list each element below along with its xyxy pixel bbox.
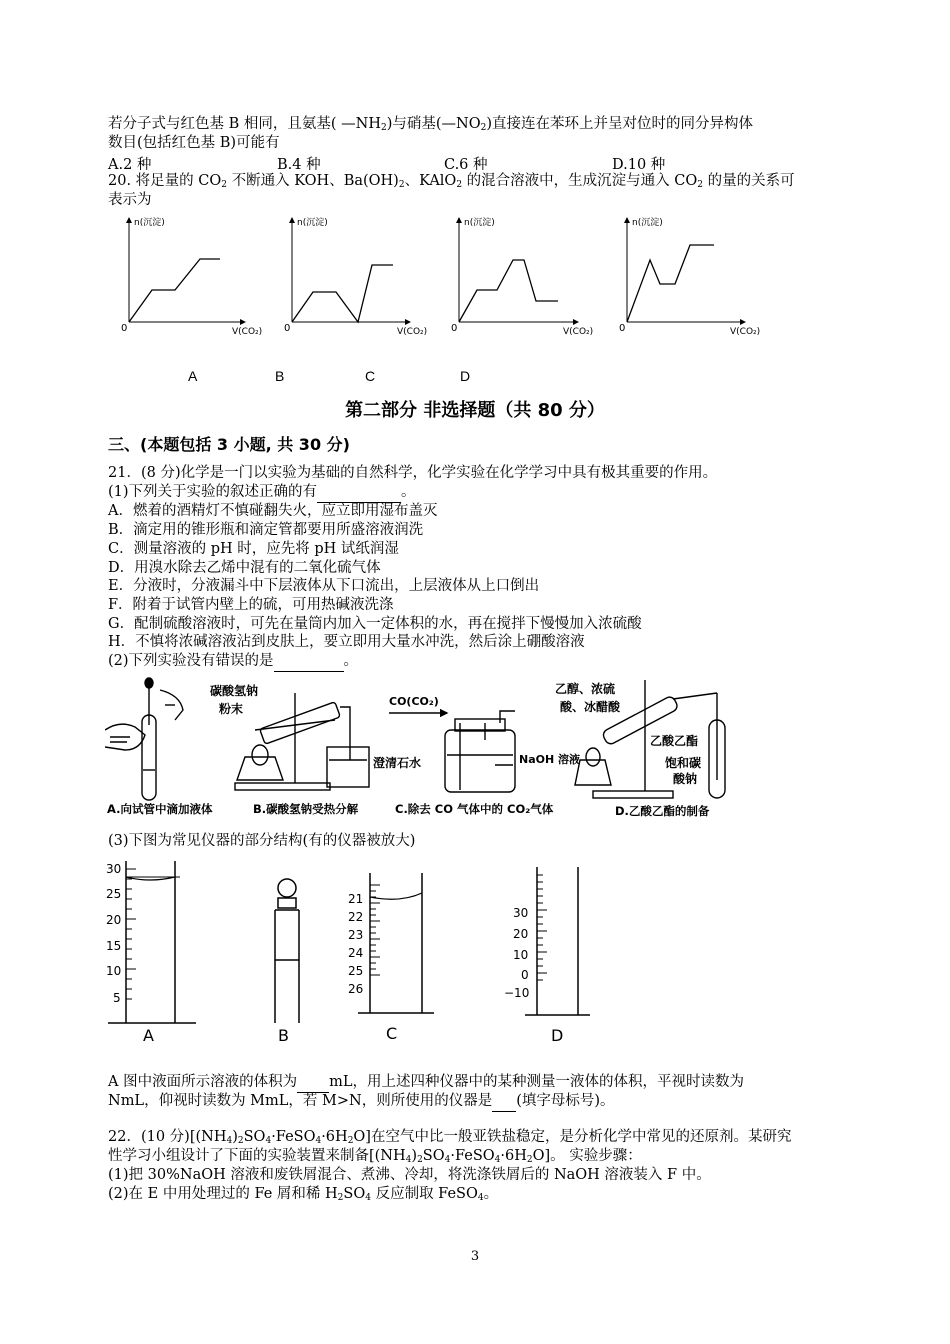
graph-b-xlabel: V(CO₂) xyxy=(397,327,428,337)
q21-item-f: F．附着于试管内壁上的硫，可用热碱液洗涤 xyxy=(108,597,394,613)
q21-item-h: H．不慎将浓碱溶液沾到皮肤上，要立即用大量水冲洗，然后涂上硼酸溶液 xyxy=(108,634,585,650)
apparatus-b-label2: 粉末 xyxy=(219,702,244,716)
q20-line1: 20. 将足量的 $CO_2$ 不断通入 KOH、$Ba(OH)_2$、KAlO$_2$ 的混合溶液中，生成沉淀与通入 $CO_2$ 的量的关系可 xyxy=(108,173,795,190)
apparatus-b xyxy=(235,693,369,790)
graph-d-ylabel: n(沉淀) xyxy=(632,218,663,228)
graph-c-ylabel: n(沉淀) xyxy=(464,218,495,228)
apparatus-c xyxy=(389,711,515,792)
q21-sub2: (2)下列实验没有错误的是 。 xyxy=(108,652,358,672)
page-number: 3 xyxy=(470,1249,480,1264)
q22-line4: (2)在 E 中用处理过的 Fe 屑和稀 $H_2SO_4$ 反应制取 FeSO$_4$。 xyxy=(108,1186,499,1203)
instrument-d xyxy=(525,867,590,1015)
graph-label-b: B xyxy=(275,368,285,384)
part2-title: 第二部分 非选择题（共 80 分） xyxy=(345,400,605,421)
instrument-a-ticks xyxy=(126,869,136,999)
instrument-c-tick-21: 21 xyxy=(348,892,364,906)
q21-item-b: B．滴定用的锥形瓶和滴定管都要用所盛溶液润洗 xyxy=(108,522,424,538)
graph-a-ylabel: n(沉淀) xyxy=(134,218,165,228)
instrument-a-tick-5: 5 xyxy=(113,991,121,1005)
q21-intro: 21．(8 分)化学是一门以实验为基础的自然科学，化学实验在化学学习中具有极其重要的作用。 xyxy=(108,465,718,481)
instrument-d-ticks xyxy=(537,875,547,980)
answer-blank[interactable] xyxy=(274,652,344,672)
apparatus-b-label3: 澄清石水 xyxy=(373,756,422,770)
apparatus-b-label1: 碳酸氢钠 xyxy=(210,684,259,698)
graph-label-d: D xyxy=(460,368,471,384)
graph-d xyxy=(619,216,760,337)
q19-option-c: C.6 种 xyxy=(444,157,488,173)
q21-sub1: (1)下列关于实验的叙述正确的有 。 xyxy=(108,483,416,503)
instrument-b xyxy=(275,879,299,1023)
apparatus-caption-c: C.除去 CO 气体中的 CO₂气体 xyxy=(395,802,554,816)
instrument-d-tick-10: 10 xyxy=(513,948,529,962)
answer-blank[interactable] xyxy=(492,1092,516,1112)
apparatus-d-label5: 酸钠 xyxy=(673,772,698,786)
q20-line2: 表示为 xyxy=(108,192,152,208)
section3-title: 三、(本题包括 3 小题, 共 30 分) xyxy=(108,435,350,454)
graph-a-origin: 0 xyxy=(121,323,128,334)
instrument-c-tick-26: 26 xyxy=(348,982,364,996)
q21-item-d: D．用溴水除去乙烯中混有的二氧化硫气体 xyxy=(108,560,381,576)
q21-sub3-line2: NmL，仰视时读数为 MmL，若 M>N，则所使用的仪器是 (填字母标号)。 xyxy=(108,1092,615,1112)
instrument-a-tick-30: 30 xyxy=(106,862,122,876)
instrument-d-tick-minus10: −10 xyxy=(504,986,530,1000)
instrument-c xyxy=(358,873,434,1013)
q21-sub3-line1: A 图中液面所示溶液的体积为 mL，用上述四种仪器中的某种测量一液体的体积，平视时读数为 xyxy=(108,1073,744,1093)
q20-graphs xyxy=(0,0,950,360)
q22-line1: 22．(10 分)$[(NH_4)_2SO_4\cdot FeSO_4\cdot 6H_2O]$在空气中比一般亚铁盐稳定，是分析化学中常见的还原剂。某研究 xyxy=(108,1129,792,1146)
instrument-d-tick-30: 30 xyxy=(513,906,529,920)
graph-label-a: A xyxy=(188,368,198,384)
instrument-c-tick-23: 23 xyxy=(348,928,364,942)
apparatus-c-label1: CO(CO₂) xyxy=(389,695,439,708)
instrument-a-tick-25: 25 xyxy=(106,887,122,901)
apparatus-d-label1: 乙醇、浓硫 xyxy=(555,682,616,696)
instrument-d-label: D xyxy=(551,1026,564,1045)
q21-item-a: A．燃着的酒精灯不慎碰翻失火，应立即用湿布盖灭 xyxy=(108,503,438,519)
graph-b-origin: 0 xyxy=(284,323,291,334)
instrument-d-tick-20: 20 xyxy=(513,927,529,941)
apparatus-a xyxy=(105,678,183,800)
answer-blank[interactable] xyxy=(297,1073,329,1093)
graph-b xyxy=(284,216,427,337)
graph-a-xlabel: V(CO₂) xyxy=(232,327,263,337)
q19-line2: 数目(包括红色基 B)可能有 xyxy=(108,135,280,151)
graph-c-xlabel: V(CO₂) xyxy=(563,327,594,337)
q21-sub3: (3)下图为常见仪器的部分结构(有的仪器被放大) xyxy=(108,833,416,849)
apparatus-caption-a: A.向试管中滴加液体 xyxy=(107,802,213,816)
instrument-b-label: B xyxy=(278,1026,289,1045)
graph-b-ylabel: n(沉淀) xyxy=(297,218,328,228)
q22-line3: (1)把 30%NaOH 溶液和废铁屑混合、煮沸、冷却，将洗涤铁屑后的 NaOH 溶液装入 F 中。 xyxy=(108,1167,711,1183)
instrument-c-tick-22: 22 xyxy=(348,910,364,924)
q19-line1: 若分子式与红色基 B 相同，且氨基( $—NH_2$)与硝基$(—NO_2)$直接连在苯环上并呈对位时的同分异构体 xyxy=(108,116,753,133)
apparatus-caption-b: B.碳酸氢钠受热分解 xyxy=(253,802,359,816)
graph-label-c: C xyxy=(365,368,376,384)
instrument-a-tick-20: 20 xyxy=(106,913,122,927)
answer-blank[interactable] xyxy=(317,483,401,503)
instrument-c-label: C xyxy=(386,1024,398,1043)
apparatus-figure xyxy=(105,675,745,825)
graph-d-xlabel: V(CO₂) xyxy=(730,327,761,337)
instrument-c-tick-24: 24 xyxy=(348,946,364,960)
instruments-figure xyxy=(100,855,600,1055)
q19-option-a: A.2 种 xyxy=(108,157,152,173)
q22-line2: 性学习小组设计了下面的实验装置来制备$[(NH_4)_2SO_4\cdot FeSO_4\cdot 6H_2O]$。 实验步骤： xyxy=(108,1148,642,1165)
graph-a xyxy=(121,216,262,337)
apparatus-d-label2: 酸、冰醋酸 xyxy=(560,700,621,714)
apparatus-d-label4: 饱和碳 xyxy=(665,756,702,770)
q19-option-b: B.4 种 xyxy=(277,157,321,173)
instrument-a-tick-15: 15 xyxy=(106,939,122,953)
apparatus-c-label2: NaOH 溶液 xyxy=(519,753,581,766)
q21-item-g: G．配制硫酸溶液时，可先在量筒内加入一定体积的水，再在搅拌下慢慢加入浓硫酸 xyxy=(108,616,642,632)
instrument-c-tick-25: 25 xyxy=(348,964,364,978)
q21-item-e: E．分液时，分液漏斗中下层液体从下口流出，上层液体从上口倒出 xyxy=(108,578,540,594)
instrument-a-tick-10: 10 xyxy=(106,964,122,978)
graph-c xyxy=(451,216,593,337)
graph-d-origin: 0 xyxy=(619,323,626,334)
apparatus-d-label3: 乙酸乙酯 xyxy=(650,734,699,748)
q19-option-d: D.10 种 xyxy=(612,157,666,173)
q21-item-c: C．测量溶液的 pH 时，应先将 pH 试纸润湿 xyxy=(108,541,399,557)
apparatus-caption-d: D.乙酸乙酯的制备 xyxy=(615,804,710,818)
instrument-d-tick-0: 0 xyxy=(521,968,529,982)
graph-c-origin: 0 xyxy=(451,323,458,334)
instrument-a-label: A xyxy=(143,1026,154,1045)
